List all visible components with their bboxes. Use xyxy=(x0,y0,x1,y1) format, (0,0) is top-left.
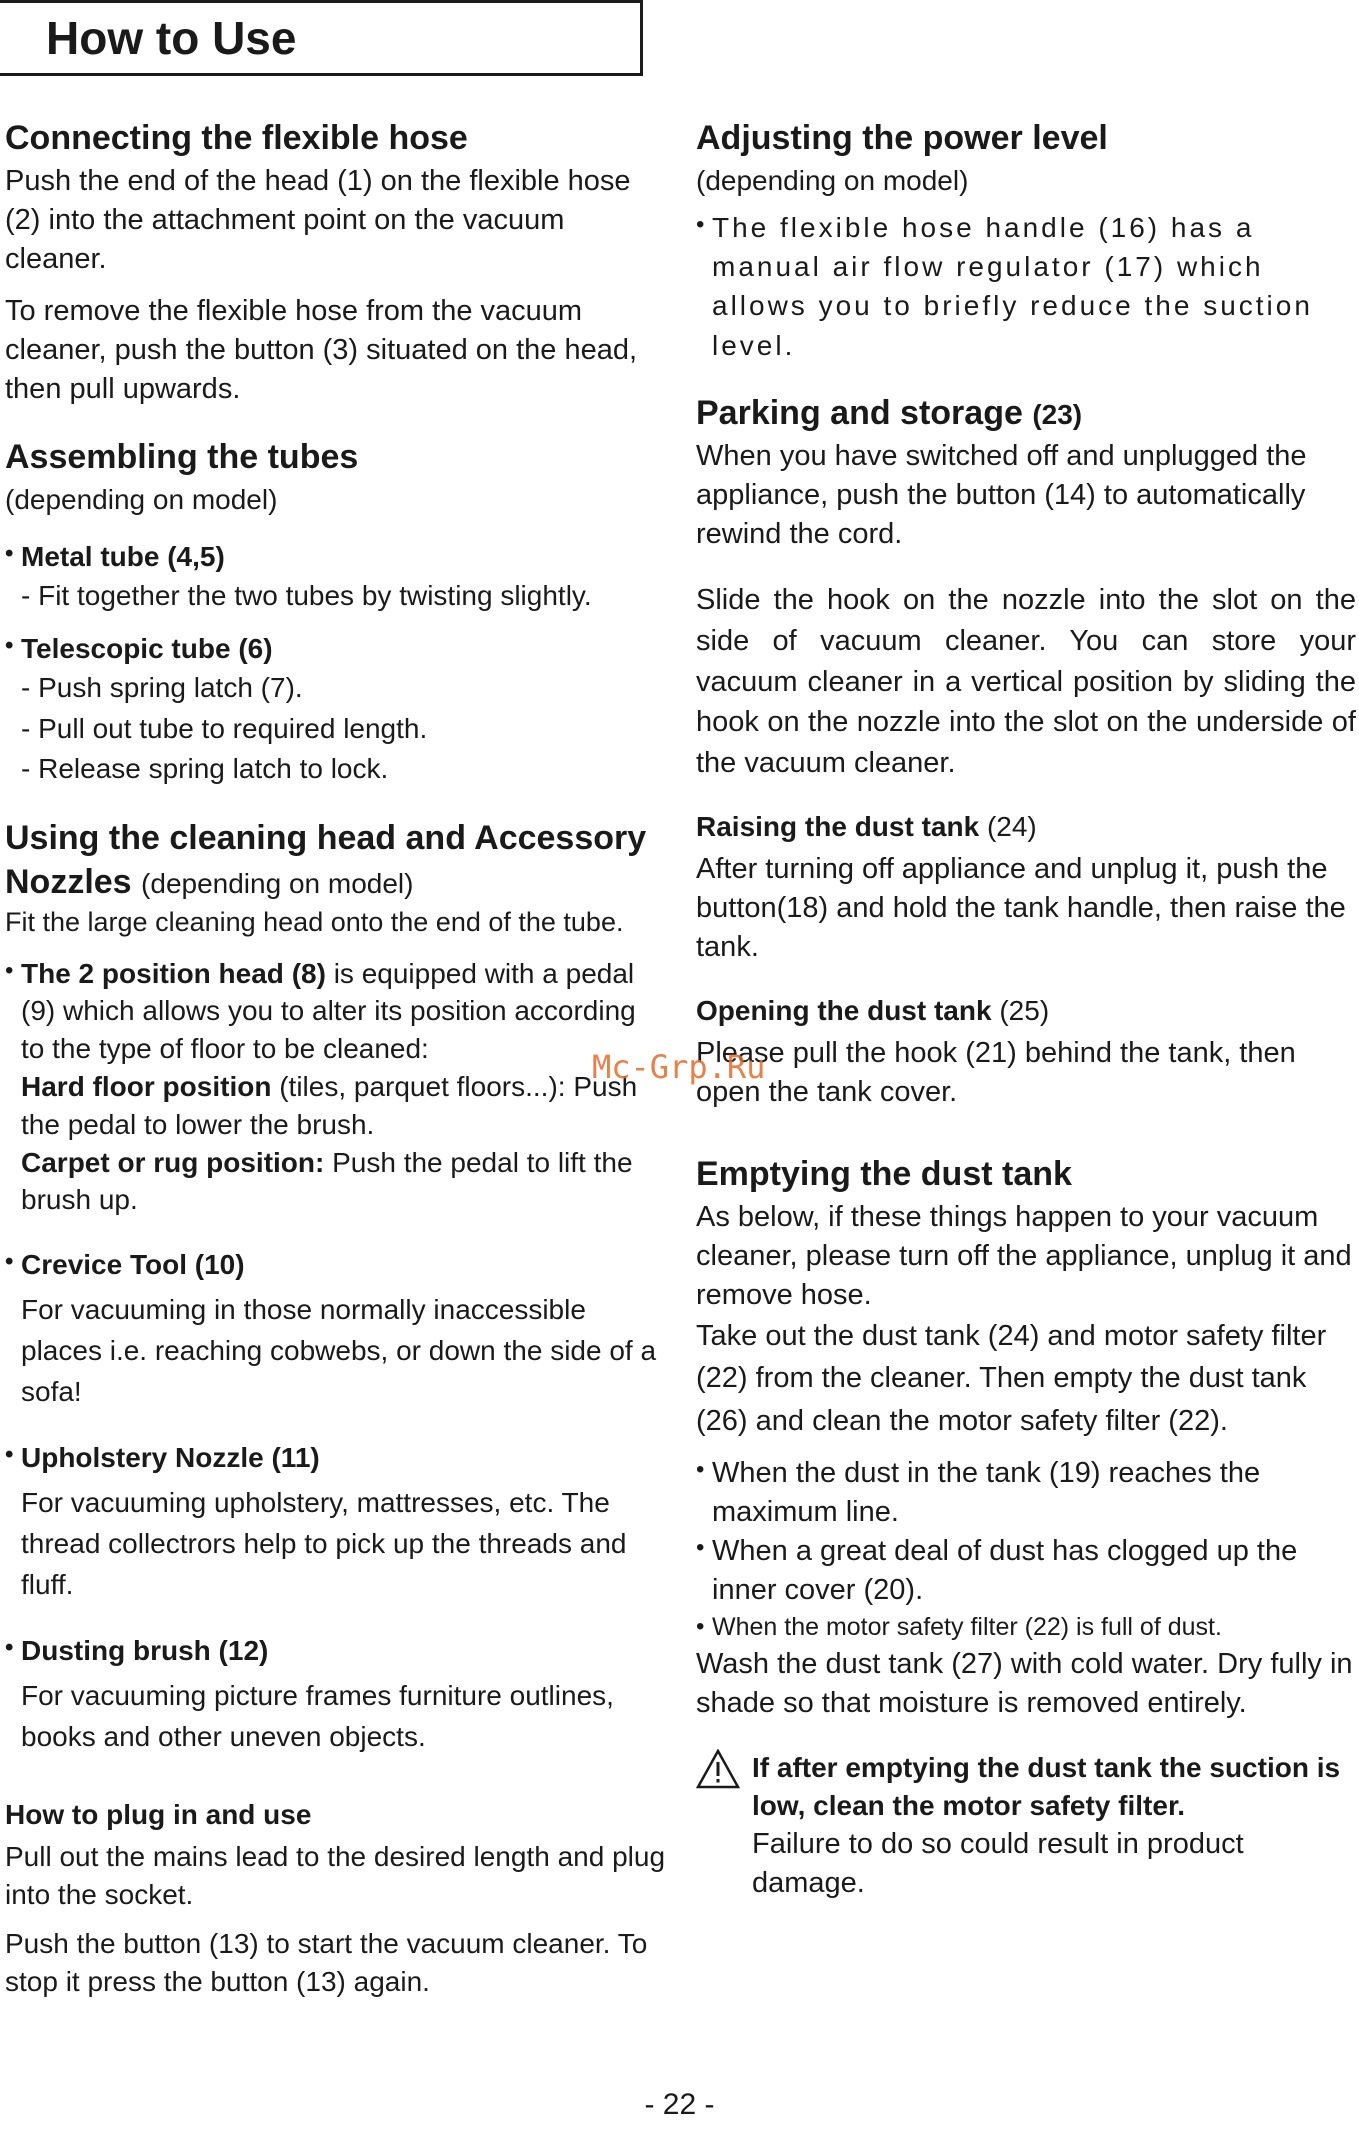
crevice-tool-text: For vacuuming in those normally inaccessible places i.e. reaching cobwebs, or down the side of a sofa! xyxy=(21,1294,657,1407)
opening-heading-num: (25) xyxy=(999,995,1050,1027)
warning-block xyxy=(696,1749,1356,1903)
head-name: The 2 position head (8) xyxy=(21,957,326,989)
carpet-text: Push the pedal to lift the brush up. xyxy=(21,1146,633,1216)
power-sub: (depending on model) xyxy=(696,165,969,197)
crevice-tool-item: • Crevice Tool (10) xyxy=(5,1245,665,1284)
emptying-heading: Emptying the dust tank xyxy=(696,1154,1072,1193)
telescopic-tube-item: • Telescopic tube (6) xyxy=(5,629,665,668)
dusting-brush-item: • Dusting brush (12) xyxy=(5,1631,665,1670)
right-column xyxy=(696,116,1356,1903)
parking-p2: Slide the hook on the nozzle into the slot on the side of vacuum cleaner. You can store your vacuum cleaner in a vertical position by sliding the hook on the nozzle into the slot on the underside of the vacuum cleaner. xyxy=(696,584,1356,779)
emptying-bullet-2: • When a great deal of dust has clogged up the inner cover (20). xyxy=(696,1532,1356,1610)
emptying-p2: Take out the dust tank (24) and motor safety filter (22) from the cleaner. Then empty the dust tank (26) and clean the motor safety filter (22). xyxy=(696,1320,1327,1437)
telescopic-step-2: - Pull out tube to required length. xyxy=(21,712,428,744)
carpet-name: Carpet or rug position: xyxy=(21,1146,325,1178)
plug-heading: How to plug in and use xyxy=(5,1799,312,1831)
hard-floor-name: Hard floor position xyxy=(21,1070,272,1102)
head-item xyxy=(5,955,665,1220)
metal-tube-item: • Metal tube (4,5) xyxy=(5,537,665,576)
left-column xyxy=(5,116,665,2001)
hose-p1: Push the end of the head (1) on the flexible hose (2) into the attachment point on the vacuum cleaner. xyxy=(5,165,631,276)
tubes-heading: Assembling the tubes xyxy=(5,438,359,477)
watermark: Mc-Grp.Ru xyxy=(592,1048,766,1086)
opening-heading xyxy=(696,993,1356,1029)
page-number: - 22 - xyxy=(644,2088,715,2121)
page-title: How to Use xyxy=(46,12,297,64)
power-heading: Adjusting the power level xyxy=(696,119,1108,157)
raising-heading xyxy=(696,809,1356,845)
cleaning-heading-sub: (depending on model) xyxy=(141,867,414,899)
cleaning-intro: Fit the large cleaning head onto the end of the tube. xyxy=(5,907,624,938)
head-text: is equipped with a pedal (9) which allows you to alter its position according to the type of floor to be cleaned: xyxy=(21,957,636,1065)
page-title-box xyxy=(0,0,643,76)
emptying-bullet-1: • When the dust in the tank (19) reaches the maximum line. xyxy=(696,1454,1356,1532)
hose-heading: Connecting the flexible hose xyxy=(5,119,468,157)
metal-tube-step: - Fit together the two tubes by twisting slightly. xyxy=(21,580,592,612)
plug-p2: Push the button (13) to start the vacuum cleaner. To stop it press the button (13) again. xyxy=(5,1928,648,1998)
cleaning-heading xyxy=(5,816,665,904)
opening-heading-text: Opening the dust tank xyxy=(696,995,992,1027)
parking-heading xyxy=(696,391,1356,435)
warning-bold: If after emptying the dust tank the suction is low, clean the motor safety filter. xyxy=(752,1752,1341,1822)
upholstery-nozzle-item: • Upholstery Nozzle (11) xyxy=(5,1438,665,1477)
power-text: • The flexible hose handle (16) has a manual air flow regulator (17) which allows you to briefly reduce the suction level. xyxy=(696,208,1356,365)
cleaning-heading-text: Using the cleaning head and Accessory Nozzles xyxy=(5,818,647,901)
parking-p1: When you have switched off and unplugged the appliance, push the button (14) to automatically rewind the cord. xyxy=(696,439,1307,551)
warning-icon xyxy=(696,1749,740,1789)
raising-heading-text: Raising the dust tank xyxy=(696,811,980,843)
emptying-bullet-3: • When the motor safety filter (22) is full of dust. xyxy=(696,1610,1356,1645)
telescopic-step-1: - Push spring latch (7). xyxy=(21,671,303,703)
emptying-p1: As below, if these things happen to your vacuum cleaner, please turn off the appliance, unplug it and remove hose. xyxy=(696,1200,1352,1312)
opening-text: Please pull the hook (21) behind the tank, then open the tank cover. xyxy=(696,1036,1296,1108)
telescopic-step-3: - Release spring latch to lock. xyxy=(21,753,389,785)
hose-p2: To remove the flexible hose from the vacuum cleaner, push the button (3) situated on the head, then pull upwards. xyxy=(5,294,638,405)
parking-heading-num: (23) xyxy=(1032,398,1083,430)
upholstery-nozzle-text: For vacuuming upholstery, mattresses, etc. The thread collectrors help to pick up the threads and fluff. xyxy=(21,1487,627,1600)
warning-text: Failure to do so could result in product damage. xyxy=(752,1827,1244,1900)
plug-p1: Pull out the mains lead to the desired length and plug into the socket. xyxy=(5,1840,666,1910)
dusting-brush-text: For vacuuming picture frames furniture outlines, books and other uneven objects. xyxy=(21,1680,614,1752)
raising-text: After turning off appliance and unplug it, push the button(18) and hold the tank handle, then raise the tank. xyxy=(696,852,1346,963)
raising-heading-num: (24) xyxy=(986,811,1037,843)
tubes-sub: (depending on model) xyxy=(5,484,278,516)
parking-heading-text: Parking and storage xyxy=(696,393,1023,432)
emptying-p3: Wash the dust tank (27) with cold water. Dry fully in shade so that moisture is removed entirely. xyxy=(696,1648,1353,1720)
hard-floor-text: (tiles, parquet floors...): Push the pedal to lower the brush. xyxy=(21,1070,638,1140)
